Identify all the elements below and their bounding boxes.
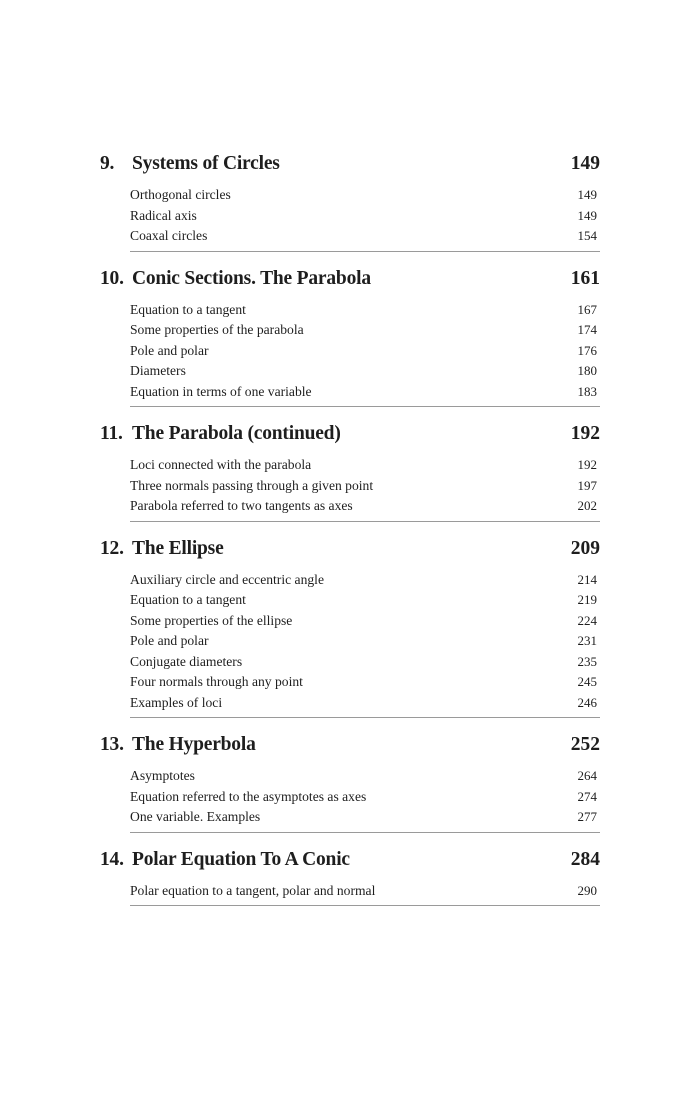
section-title: Loci connected with the parabola [130, 457, 312, 472]
section-page-number: 167 [577, 301, 597, 317]
chapter-page-number: 284 [570, 848, 600, 870]
section-title: Equation to a tangent [130, 592, 246, 607]
section-page-number: 154 [577, 228, 597, 243]
chapter-number: 10. [100, 267, 124, 289]
section-page-number: 235 [577, 653, 597, 669]
section-page-number: 149 [577, 187, 597, 202]
chapter-title-group [100, 538, 224, 560]
section-title: Asymptotes [130, 768, 195, 783]
chapter-title: The Ellipse [132, 537, 224, 559]
chapter-title: The Hyperbola [132, 734, 256, 755]
chapter-title-group [100, 153, 280, 175]
section-title: Four normals through any point [130, 674, 303, 689]
section-entry[interactable] [130, 208, 600, 229]
chapter-entry [100, 849, 600, 907]
section-entry[interactable] [130, 187, 600, 208]
section-title: Radical axis [130, 207, 197, 223]
section-page-number: 180 [577, 363, 597, 378]
section-entry[interactable] [130, 363, 600, 384]
chapter-entry [100, 423, 600, 522]
section-page-number: 277 [577, 809, 597, 824]
section-title: Equation to a tangent [130, 301, 246, 317]
chapter-title-group [100, 734, 256, 756]
section-entry[interactable] [130, 302, 600, 323]
section-page-number: 214 [577, 571, 597, 587]
section-entry[interactable] [130, 572, 600, 593]
chapter-title: Polar Equation To A Conic [132, 848, 350, 870]
section-title: Parabola referred to two tangents as axes [130, 498, 353, 513]
section-page-number: 197 [577, 477, 597, 493]
section-page-number: 245 [577, 674, 597, 689]
section-title: Equation referred to the asymptotes as axes [130, 788, 367, 804]
section-entry[interactable] [130, 695, 600, 716]
section-page-number: 149 [577, 207, 597, 223]
section-title: Orthogonal circles [130, 187, 231, 202]
section-title: Pole and polar [130, 342, 209, 358]
section-page-number: 176 [577, 342, 597, 358]
section-title: Auxiliary circle and eccentric angle [130, 571, 324, 587]
section-entry[interactable] [130, 633, 600, 654]
section-title: Conjugate diameters [130, 653, 243, 669]
section-page-number: 219 [577, 592, 597, 607]
section-page-number: 183 [577, 383, 597, 399]
section-title: Examples of loci [130, 694, 223, 710]
section-page-number: 231 [577, 633, 597, 648]
section-title: Diameters [130, 363, 186, 378]
chapter-heading[interactable] [100, 538, 600, 568]
section-page-number: 246 [577, 694, 597, 710]
section-list [130, 187, 600, 252]
chapter-title: Conic Sections. The Parabola [132, 267, 371, 289]
section-page-number: 202 [577, 498, 597, 513]
chapter-title-group [100, 423, 341, 445]
section-entry[interactable] [130, 613, 600, 634]
section-list [130, 457, 600, 522]
chapter-number: 13. [100, 734, 124, 755]
chapter-number: 9. [100, 153, 115, 174]
chapter-page-number: 252 [570, 734, 600, 755]
section-entry[interactable] [130, 592, 600, 613]
section-title: Some properties of the parabola [130, 322, 304, 337]
section-entry[interactable] [130, 322, 600, 343]
chapter-number: 11. [100, 423, 123, 444]
section-title: Equation in terms of one variable [130, 383, 312, 399]
section-title: Three normals passing through a given point [130, 477, 374, 493]
chapter-entry [100, 734, 600, 833]
chapter-page-number: 209 [570, 537, 600, 559]
chapter-heading[interactable] [100, 268, 600, 298]
section-entry[interactable] [130, 768, 600, 789]
chapter-page-number: 149 [570, 153, 600, 174]
section-page-number: 290 [577, 882, 597, 898]
section-entry[interactable] [130, 883, 600, 904]
chapter-heading[interactable] [100, 734, 600, 764]
section-title: Polar equation to a tangent, polar and normal [130, 882, 376, 898]
chapter-page-number: 192 [570, 423, 600, 444]
section-entry[interactable] [130, 789, 600, 810]
chapter-heading[interactable] [100, 423, 600, 453]
chapter-entry [100, 268, 600, 408]
section-title: Some properties of the ellipse [130, 612, 293, 628]
chapter-title-group [100, 268, 371, 290]
section-entry[interactable] [130, 674, 600, 695]
section-entry[interactable] [130, 343, 600, 364]
section-entry[interactable] [130, 809, 600, 830]
chapter-title-group [100, 849, 350, 871]
section-entry[interactable] [130, 228, 600, 249]
section-page-number: 174 [577, 322, 597, 337]
chapter-title: Systems of Circles [132, 153, 280, 174]
section-page-number: 224 [577, 612, 597, 628]
section-entry[interactable] [130, 498, 600, 519]
section-page-number: 274 [577, 788, 597, 804]
chapter-heading[interactable] [100, 153, 600, 183]
chapter-page-number: 161 [570, 267, 600, 289]
section-list [130, 883, 600, 907]
section-entry[interactable] [130, 654, 600, 675]
section-title: Pole and polar [130, 633, 209, 648]
chapter-number: 12. [100, 537, 124, 559]
chapter-title: The Parabola (continued) [132, 423, 341, 444]
section-list [130, 768, 600, 833]
section-entry[interactable] [130, 384, 600, 405]
section-list [130, 572, 600, 719]
section-page-number: 264 [577, 768, 597, 783]
section-list [130, 302, 600, 408]
section-title: Coaxal circles [130, 228, 208, 243]
chapter-heading[interactable] [100, 849, 600, 879]
chapter-entry [100, 153, 600, 252]
chapter-number: 14. [100, 848, 124, 870]
section-entry[interactable] [130, 457, 600, 478]
section-entry[interactable] [130, 478, 600, 499]
section-title: One variable. Examples [130, 809, 261, 824]
section-page-number: 192 [577, 457, 597, 472]
chapter-entry [100, 538, 600, 719]
table-of-contents [100, 153, 600, 922]
